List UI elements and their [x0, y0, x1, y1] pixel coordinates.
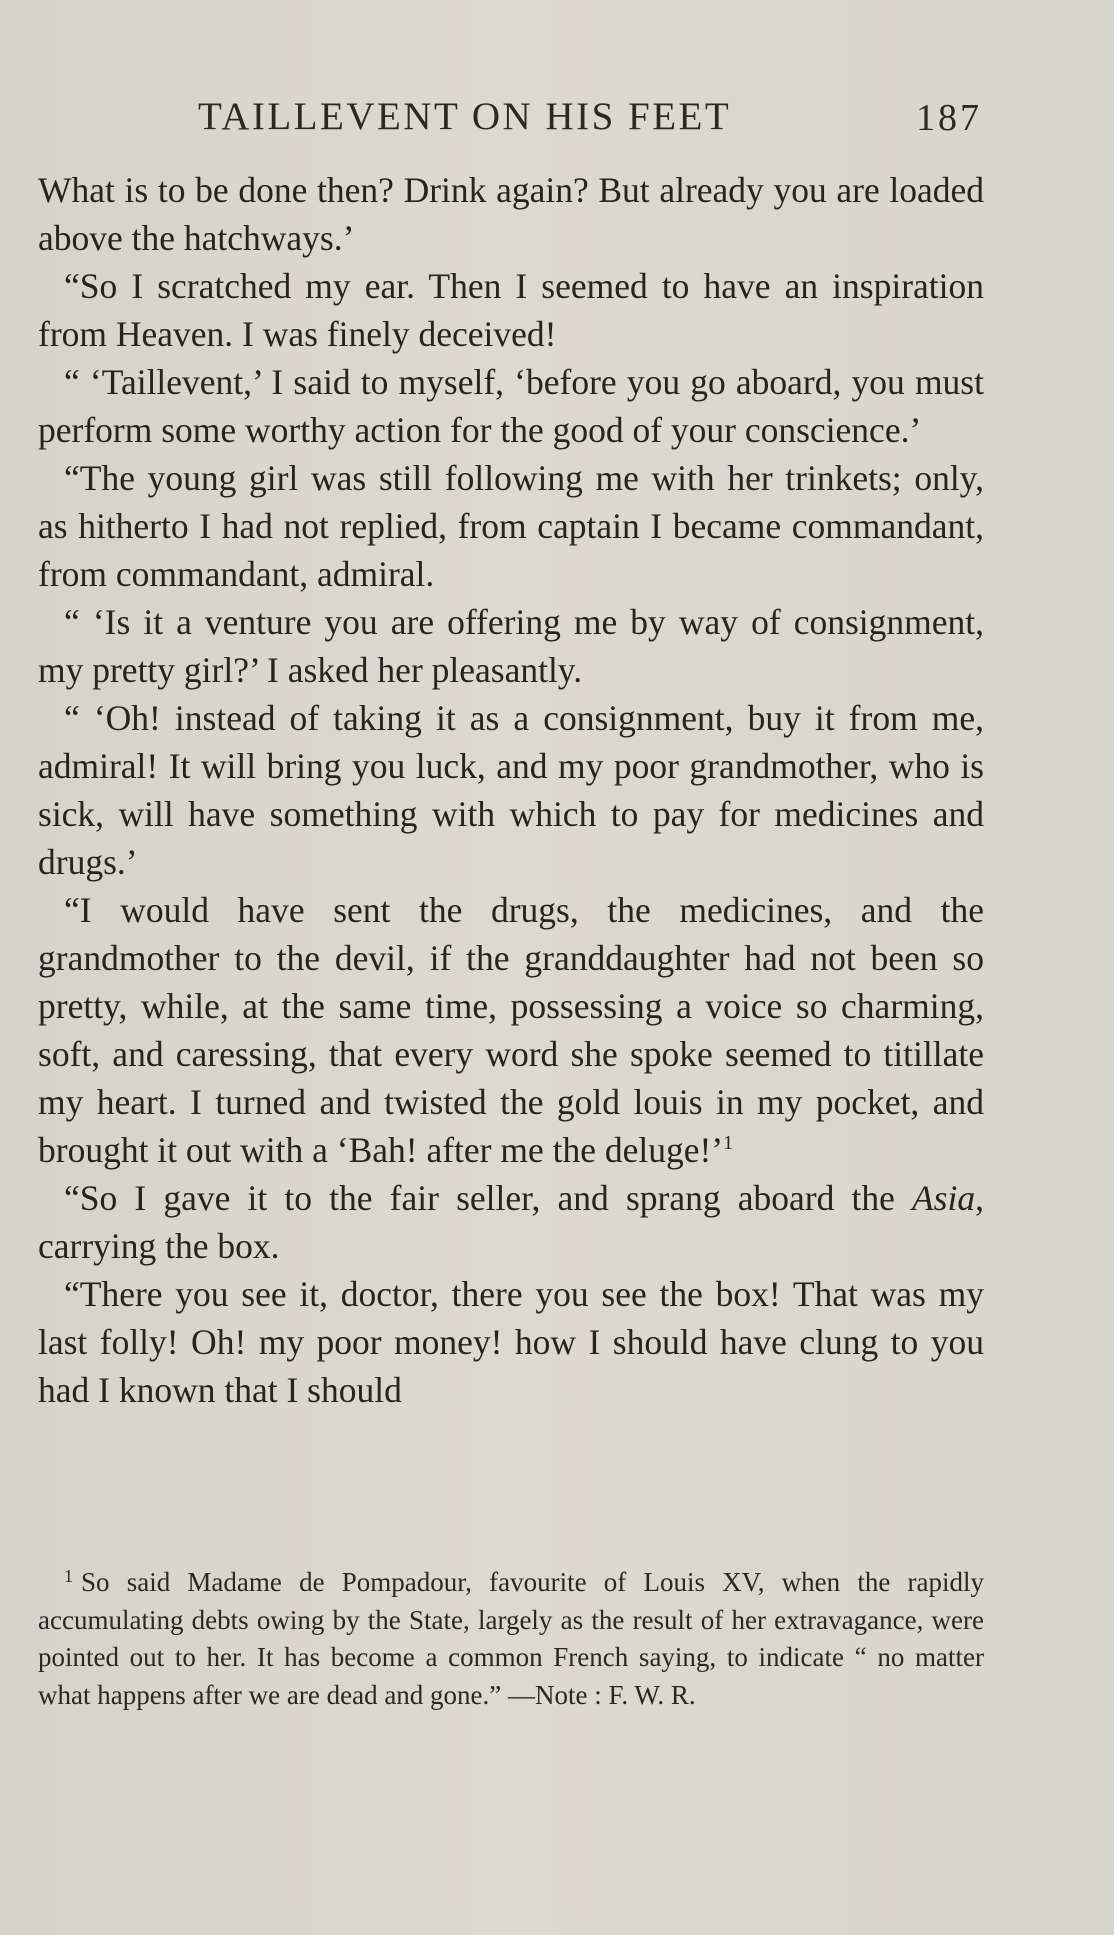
- body-text: [38, 166, 984, 1414]
- ship-name: Asia: [912, 1178, 976, 1218]
- footnote-mark: 1: [64, 1566, 73, 1586]
- paragraph-text: , carrying the box.: [38, 1178, 984, 1266]
- running-head: [0, 94, 1114, 144]
- running-title: TAILLEVENT ON HIS FEET: [198, 95, 732, 138]
- paragraph-text: “I would have sent the drugs, the medicines, and the grandmother to the devil, if the granddaughter had not been so pretty, while, at the same time, possessing a voice so charming, soft, and caressing, that every word she spoke seemed to titillate my heart. I turned and twisted the gold louis in my pocket, and brought it out with a ‘Bah! after me the deluge!’: [38, 890, 984, 1170]
- page-number: 187: [916, 97, 982, 139]
- paragraph-continued: What is to be done then? Drink again? But already you are loaded above the hatchways.’: [38, 170, 984, 258]
- paragraph-with-footnote: [38, 886, 984, 1174]
- footnote: [38, 1564, 984, 1714]
- paragraph: “There you see it, doctor, there you see the box! That was my last folly! Oh! my poor money! how I should have clung to you had I known that I should: [38, 1274, 984, 1410]
- footnote-reference[interactable]: 1: [723, 1132, 734, 1154]
- paragraph: “ ‘Taillevent,’ I said to myself, ‘before you go aboard, you must perform some worthy action for the good of your conscience.’: [38, 362, 984, 450]
- footnote-text: So said Madame de Pompadour, favourite of Louis XV, when the rapidly accumulating debts owing by the State, largely as the result of her extravagance, were pointed out to her. It has become a common French saying, to indicate “ no matter what happens after we are dead and gone.” —Note : F. W. R.: [38, 1567, 984, 1710]
- paragraph: “So I scratched my ear. Then I seemed to have an inspiration from Heaven. I was finely deceived!: [38, 266, 984, 354]
- paragraph-text: “So I gave it to the fair seller, and sprang aboard the: [64, 1178, 912, 1218]
- paragraph: “The young girl was still following me with her trinkets; only, as hitherto I had not replied, from captain I became commandant, from commandant, admiral.: [38, 458, 984, 594]
- paragraph: “ ‘Oh! instead of taking it as a consignment, buy it from me, admiral! It will bring you luck, and my poor grandmother, who is sick, will have something with which to pay for medicines and drugs.’: [38, 698, 984, 882]
- footnotes: [38, 1564, 984, 1714]
- paragraph: [38, 1174, 984, 1270]
- paragraph: “ ‘Is it a venture you are offering me by way of consignment, my pretty girl?’ I asked her pleasantly.: [38, 602, 984, 690]
